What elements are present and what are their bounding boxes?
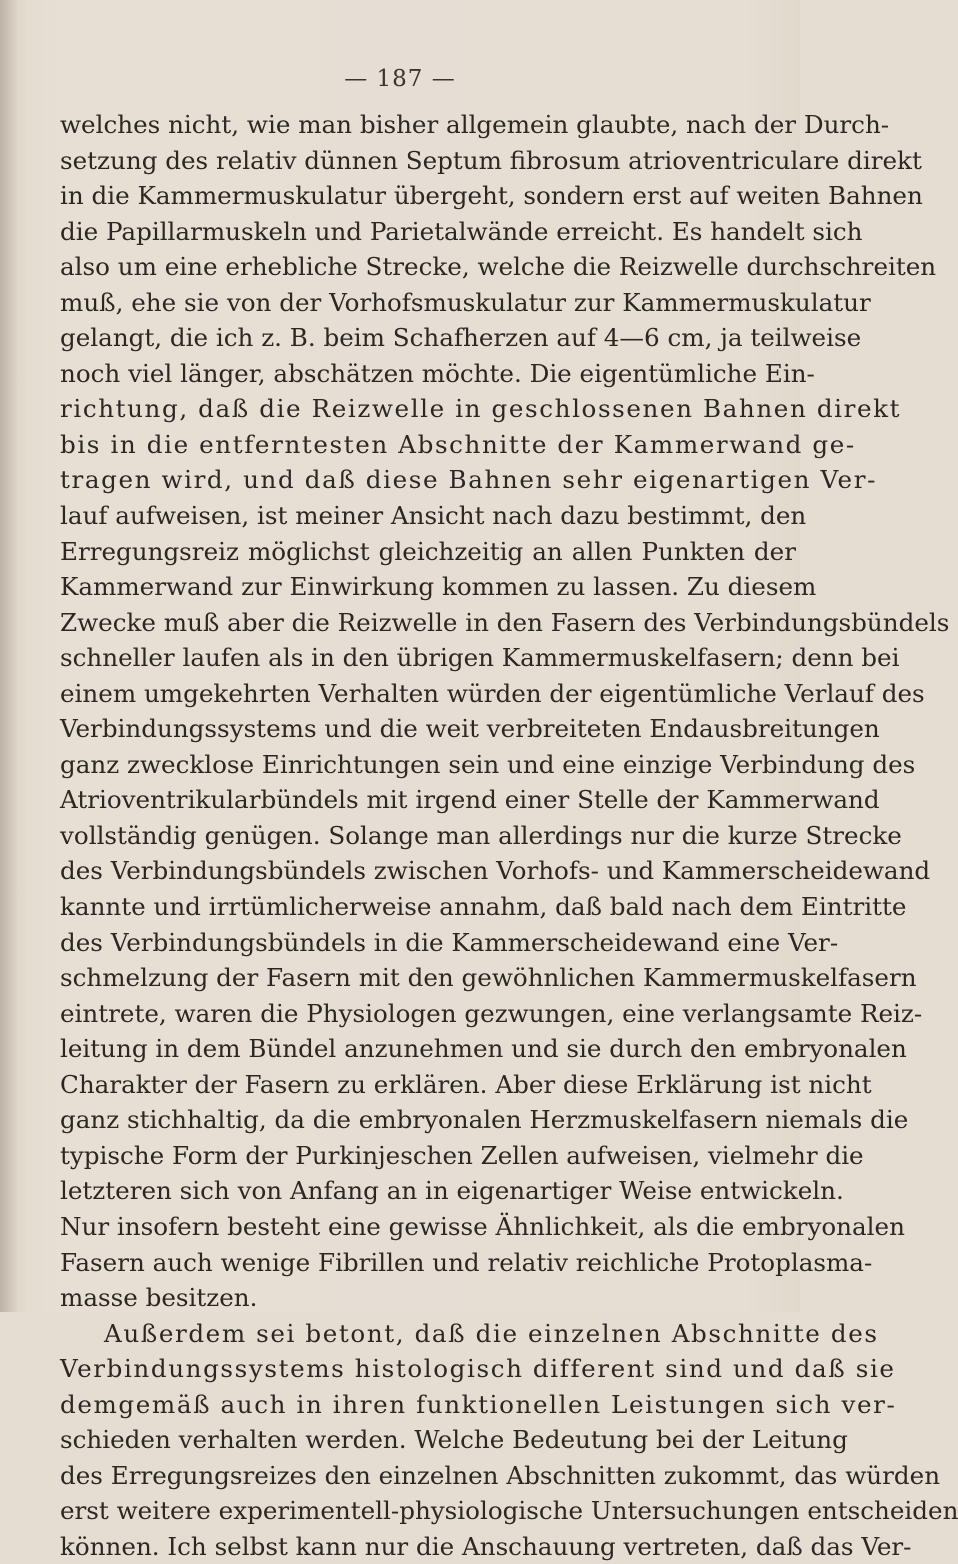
body-text <box>60 107 958 1564</box>
text-line: welches nicht, wie man bisher allgemein glaubte, nach der Durch- <box>60 110 890 139</box>
text-line: noch viel länger, abschätzen möchte. Die eigentümliche Ein- <box>60 358 815 388</box>
text-line: gelangt, die ich z. B. beim Schafherzen auf 4—6 cm, ja teilweise <box>60 323 862 353</box>
text-line: einem umgekehrten Verhalten würden der eigentümliche Verlauf des <box>60 678 925 708</box>
text-line: in die Kammermuskulatur übergeht, sondern erst auf weiten Bahnen <box>60 181 923 211</box>
text-line: typische Form der Purkinjeschen Zellen aufweisen, vielmehr die <box>60 1140 864 1170</box>
text-line: setzung des relativ dünnen Septum fibrosum atrioventriculare direkt <box>60 145 922 175</box>
gutter-shadow <box>0 0 18 1312</box>
text-line: Verbindungssystems histologisch different sind und daß sie <box>60 1354 896 1384</box>
text-line: Verbindungssystems und die weit verbreiteten Endausbreitungen <box>60 714 880 744</box>
text-line: demgemäß auch in ihren funktionellen Leistungen sich ver- <box>60 1389 897 1419</box>
text-line: masse besitzen. <box>60 1283 258 1313</box>
text-line: kannte und irrtümlicherweise annahm, daß bald nach dem Eintritte <box>60 892 907 922</box>
text-line: des Erregungsreizes den einzelnen Abschnitten zukommt, das würden <box>60 1460 941 1490</box>
text-line: Erregungsreiz möglichst gleichzeitig an allen Punkten der <box>60 536 796 566</box>
text-line: des Verbindungsbündels zwischen Vorhofs- und Kammerscheidewand <box>60 856 931 886</box>
text-line: des Verbindungsbündels in die Kammerscheidewand eine Ver- <box>60 927 839 957</box>
text-line: leitung in dem Bündel anzunehmen und sie durch den embryonalen <box>60 1034 907 1064</box>
text-line: Zwecke muß aber die Reizwelle in den Fasern des Verbindungsbündels <box>60 607 950 637</box>
text-line: schieden verhalten werden. Welche Bedeutung bei der Leitung <box>60 1425 848 1455</box>
text-line: Nur insofern besteht eine gewisse Ähnlichkeit, als die embryonalen <box>60 1211 905 1241</box>
text-line: ganz zwecklose Einrichtungen sein und eine einzige Verbindung des <box>60 749 916 779</box>
page-number: — 187 — <box>344 66 456 92</box>
text-line: lauf aufweisen, ist meiner Ansicht nach dazu bestimmt, den <box>60 501 807 531</box>
text-line: vollständig genügen. Solange man allerdings nur die kurze Strecke <box>60 820 902 850</box>
text-line: richtung, daß die Reizwelle in geschlossenen Bahnen direkt <box>60 394 902 424</box>
text-line: letzteren sich von Anfang an in eigenartiger Weise entwickeln. <box>60 1176 844 1206</box>
text-line: die Papillarmuskeln und Parietalwände erreicht. Es handelt sich <box>60 216 863 246</box>
text-line: eintrete, waren die Physiologen gezwungen, eine verlangsamte Reiz- <box>60 998 923 1028</box>
text-line: erst weitere experimentell-physiologische Untersuchungen entscheiden <box>60 1496 958 1526</box>
text-line: ganz stichhaltig, da die embryonalen Herzmuskelfasern niemals die <box>60 1105 909 1135</box>
text-line: also um eine erhebliche Strecke, welche die Reizwelle durchschreiten <box>60 252 937 282</box>
text-line: muß, ehe sie von der Vorhofsmuskulatur zur Kammermuskulatur <box>60 287 871 317</box>
text-line: Fasern auch wenige Fibrillen und relativ reichliche Protoplasma- <box>60 1247 873 1277</box>
text-line: schneller laufen als in den übrigen Kammermuskelfasern; denn bei <box>60 643 900 673</box>
text-line: bis in die entferntesten Abschnitte der Kammerwand ge- <box>60 429 856 459</box>
text-line: schmelzung der Fasern mit den gewöhnlichen Kammermuskelfasern <box>60 963 917 993</box>
text-line: Charakter der Fasern zu erklären. Aber diese Erklärung ist nicht <box>60 1069 872 1099</box>
text-line: tragen wird, und daß diese Bahnen sehr eigenartigen Ver- <box>60 465 877 495</box>
text-line: Atrioventrikularbündels mit irgend einer Stelle der Kammerwand <box>60 785 880 815</box>
text-line: können. Ich selbst kann nur die Anschauung vertreten, daß das Ver- <box>60 1531 912 1561</box>
text-line: Außerdem sei betont, daß die einzelnen Abschnitte des <box>104 1318 879 1348</box>
text-line: Kammerwand zur Einwirkung kommen zu lassen. Zu diesem <box>60 572 817 602</box>
